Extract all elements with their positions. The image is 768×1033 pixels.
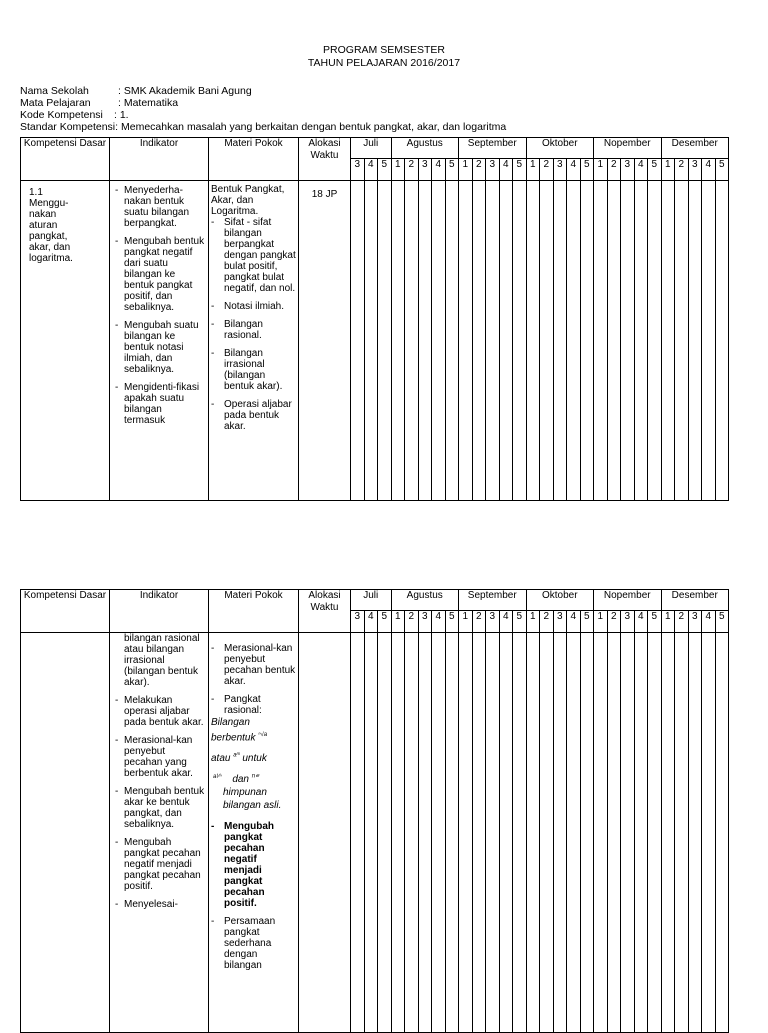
month-header: September <box>459 590 527 611</box>
week-cell <box>459 633 473 1033</box>
week-header: 5 <box>580 611 594 633</box>
week-cell <box>405 181 419 501</box>
bullet: - <box>115 320 119 331</box>
meta-school-label: Nama Sekolah <box>20 85 89 97</box>
week-cell <box>351 181 365 501</box>
materi-text: Persamaan pangkat sederhana dengan bilangan <box>224 916 276 972</box>
formula-text: Bilangan berbentuk <box>211 717 256 744</box>
formula-text: atau <box>211 753 231 765</box>
week-header: 5 <box>378 611 392 633</box>
header-materi-pokok: Materi Pokok <box>209 590 299 633</box>
week-header: 2 <box>675 611 689 633</box>
meta-subject <box>20 97 506 109</box>
week-header: 4 <box>702 159 716 181</box>
month-header: Agustus <box>391 138 459 159</box>
week-cell <box>594 181 608 501</box>
week-cell <box>675 181 689 501</box>
week-header: 5 <box>648 159 662 181</box>
formula-power: aᵐ <box>233 753 240 759</box>
week-header: 3 <box>351 611 365 633</box>
materi-text: Operasi aljabar pada bentuk akar. <box>224 399 292 432</box>
list-item <box>211 348 296 392</box>
month-header: Desember <box>661 590 729 611</box>
week-cell <box>607 181 621 501</box>
week-cell <box>648 181 662 501</box>
week-cell <box>432 633 446 1033</box>
week-cell <box>715 181 729 501</box>
formula-power: a¹⁄ⁿ <box>213 774 222 780</box>
bullet: - <box>211 348 215 359</box>
kd-text: Menggu-nakan aturan pangkat, akar, dan logaritma. <box>29 198 73 264</box>
week-header: 1 <box>661 159 675 181</box>
list-item <box>115 899 205 910</box>
week-cell <box>378 181 392 501</box>
formula-member: n∊ <box>251 774 260 780</box>
week-cell <box>580 181 594 501</box>
week-header: 4 <box>567 159 581 181</box>
week-cell <box>621 181 635 501</box>
bullet: - <box>115 735 119 746</box>
list-item <box>211 916 296 971</box>
week-header: 3 <box>688 159 702 181</box>
week-cell <box>567 633 581 1033</box>
week-cell <box>391 181 405 501</box>
week-header: 5 <box>378 159 392 181</box>
week-header: 1 <box>661 611 675 633</box>
week-cell <box>594 633 608 1033</box>
bullet: - <box>115 786 119 797</box>
bullet: - <box>211 319 215 330</box>
week-header: 3 <box>418 611 432 633</box>
week-cell <box>378 633 392 1033</box>
formula-root: ⁿ√a <box>258 732 268 738</box>
materi-cell <box>209 633 299 1033</box>
bullet: - <box>211 217 215 228</box>
week-header: 3 <box>621 611 635 633</box>
meta-code-label: Kode Kompetensi <box>20 109 103 121</box>
week-cell <box>661 633 675 1033</box>
week-header: 3 <box>688 611 702 633</box>
week-header: 4 <box>634 611 648 633</box>
bullet: - <box>211 821 215 833</box>
week-header: 4 <box>364 611 378 633</box>
materi-text: Pangkat rasional: <box>224 694 262 716</box>
list-item <box>211 821 296 909</box>
indikator-text: Menyelesai- <box>124 899 178 910</box>
week-cell <box>445 633 459 1033</box>
header-indikator: Indikator <box>110 590 209 633</box>
meta-standard-value: : Memecahkan masalah yang berkaitan dengan bentuk pangkat, akar, dan logaritma <box>115 121 507 133</box>
meta-code <box>20 109 506 121</box>
week-cell <box>580 633 594 1033</box>
week-cell <box>513 181 527 501</box>
materi-text: Bilangan rasional. <box>224 319 263 341</box>
week-cell <box>418 181 432 501</box>
week-cell <box>634 181 648 501</box>
week-cell <box>351 633 365 1033</box>
indikator-cell <box>110 633 209 1033</box>
week-cell <box>364 181 378 501</box>
week-header: 2 <box>540 159 554 181</box>
list-item <box>211 301 296 312</box>
week-cell <box>472 181 486 501</box>
list-item <box>115 786 205 830</box>
materi-text: Bilangan irrasional (bilangan bentuk akar). <box>224 348 283 392</box>
week-header: 5 <box>715 611 729 633</box>
week-header: 3 <box>553 159 567 181</box>
header-materi-pokok: Materi Pokok <box>209 138 299 181</box>
bullet: - <box>211 916 215 928</box>
week-header: 1 <box>459 159 473 181</box>
week-cell <box>391 633 405 1033</box>
list-item <box>211 319 296 341</box>
kd-cell <box>21 181 110 501</box>
week-header: 4 <box>634 159 648 181</box>
week-cell <box>513 633 527 1033</box>
week-cell <box>526 181 540 501</box>
list-item <box>115 695 205 728</box>
formula-text: dan <box>232 774 249 786</box>
indikator-cell <box>110 181 209 501</box>
week-cell <box>607 633 621 1033</box>
week-cell <box>432 181 446 501</box>
week-header: 4 <box>499 611 513 633</box>
week-header: 1 <box>391 611 405 633</box>
meta-subject-value: : Matematika <box>118 97 179 109</box>
month-header: Desember <box>661 138 729 159</box>
week-header: 1 <box>594 611 608 633</box>
bullet: - <box>211 694 215 705</box>
meta-standard-label: Standar Kompetensi <box>20 121 116 133</box>
week-cell <box>499 633 513 1033</box>
week-cell <box>499 181 513 501</box>
list-item <box>211 694 296 716</box>
week-header: 3 <box>621 159 635 181</box>
header-kompetensi-dasar: Kompetensi Dasar <box>21 138 110 181</box>
formula-text: untuk <box>242 753 267 765</box>
week-header: 4 <box>567 611 581 633</box>
week-cell <box>553 633 567 1033</box>
week-header: 2 <box>472 611 486 633</box>
meta-subject-label: Mata Pelajaran <box>20 97 91 109</box>
week-cell <box>661 181 675 501</box>
month-header-row <box>21 138 729 159</box>
list-item <box>115 320 205 375</box>
formula-block <box>211 716 296 812</box>
list-item <box>115 382 205 426</box>
week-cell <box>715 633 729 1033</box>
list-item <box>115 735 205 779</box>
week-header: 1 <box>391 159 405 181</box>
header-kompetensi-dasar: Kompetensi Dasar <box>21 590 110 633</box>
meta-code-value: : 1. <box>114 109 129 121</box>
week-header: 2 <box>607 159 621 181</box>
bullet: - <box>211 301 215 312</box>
list-item <box>211 217 296 294</box>
week-header: 5 <box>715 159 729 181</box>
indikator-text: Mengubah bentuk akar ke bentuk pangkat, dan sebaliknya. <box>124 786 205 830</box>
week-header: 1 <box>526 611 540 633</box>
week-header: 2 <box>472 159 486 181</box>
week-cell <box>364 633 378 1033</box>
schedule-table-2 <box>20 589 729 1033</box>
materi-text: Sifat - sifat bilangan berpangkat dengan pangkat bulat positif, pangkat bulat negatif, dan nol. <box>224 217 296 294</box>
week-header: 3 <box>553 611 567 633</box>
week-header: 4 <box>702 611 716 633</box>
month-header: Nopember <box>594 590 662 611</box>
week-cell <box>634 633 648 1033</box>
month-header-row <box>21 590 729 611</box>
week-header: 1 <box>594 159 608 181</box>
week-cell <box>702 633 716 1033</box>
week-cell <box>418 633 432 1033</box>
formula-text: himpunan bilangan asli. <box>223 787 282 812</box>
month-header: Agustus <box>391 590 459 611</box>
indikator-text: Menyederha-nakan bentuk suatu bilangan berpangkat. <box>124 185 190 229</box>
indikator-text: Mengidenti-fikasi apakah suatu bilangan termasuk <box>124 382 200 426</box>
bullet: - <box>115 382 119 393</box>
week-cell <box>621 633 635 1033</box>
table-row <box>21 181 729 501</box>
indikator-continuation: bilangan rasional atau bilangan irrasional (bilangan bentuk akar). <box>124 633 200 688</box>
meta-school-value: : SMK Akademik Bani Agung <box>118 85 252 97</box>
month-header: Juli <box>351 138 392 159</box>
indikator-text: Mengubah bentuk pangkat negatif dari suatu bilangan ke bentuk pangkat positif, dan sebaliknya. <box>124 236 205 313</box>
table-row <box>21 633 729 1033</box>
materi-intro: Bentuk Pangkat, Akar, dan Logaritma. <box>211 184 285 217</box>
week-header: 5 <box>445 611 459 633</box>
bullet: - <box>115 695 119 706</box>
header-alokasi-waktu: Alokasi Waktu <box>299 138 351 181</box>
meta-standard <box>20 121 506 133</box>
week-cell <box>702 181 716 501</box>
week-header: 5 <box>445 159 459 181</box>
indikator-text: Merasional-kan penyebut pecahan yang berbentuk akar. <box>124 735 193 779</box>
materi-text: Mengubah pangkat pecahan negatif menjadi pangkat pecahan positif. <box>224 821 274 910</box>
week-cell <box>526 633 540 1033</box>
indikator-text: Melakukan operasi aljabar pada bentuk akar. <box>124 695 204 728</box>
materi-text: Merasional-kan penyebut pecahan bentuk akar. <box>224 643 296 687</box>
alokasi-cell: 18 JP <box>299 181 351 501</box>
bullet: - <box>115 185 119 196</box>
document-meta <box>20 85 506 133</box>
week-header: 4 <box>499 159 513 181</box>
week-header: 2 <box>405 611 419 633</box>
week-cell <box>486 181 500 501</box>
document-subtitle: TAHUN PELAJARAN 2016/2017 <box>307 57 461 69</box>
schedule-table-1 <box>20 137 729 501</box>
week-cell <box>405 633 419 1033</box>
materi-cell <box>209 181 299 501</box>
kd-number: 1.1 <box>29 187 43 198</box>
week-cell <box>688 633 702 1033</box>
week-cell <box>567 181 581 501</box>
list-item <box>211 399 296 432</box>
month-header: September <box>459 138 527 159</box>
week-header: 1 <box>459 611 473 633</box>
alokasi-cell <box>299 633 351 1033</box>
week-header: 5 <box>513 159 527 181</box>
week-header: 3 <box>486 611 500 633</box>
list-item <box>115 837 205 892</box>
bullet: - <box>115 837 119 848</box>
week-cell <box>445 181 459 501</box>
week-header: 3 <box>351 159 365 181</box>
week-header: 3 <box>486 159 500 181</box>
indikator-text: Mengubah suatu bilangan ke bentuk notasi ilmiah, dan sebaliknya. <box>124 320 199 375</box>
bullet: - <box>115 236 119 247</box>
week-header: 5 <box>513 611 527 633</box>
week-cell <box>553 181 567 501</box>
week-header: 4 <box>364 159 378 181</box>
week-cell <box>540 633 554 1033</box>
list-item <box>211 643 296 687</box>
kd-cell <box>21 633 110 1033</box>
week-header: 2 <box>675 159 689 181</box>
bullet: - <box>115 899 119 910</box>
list-item <box>115 236 205 313</box>
month-header: Juli <box>351 590 392 611</box>
week-cell <box>540 181 554 501</box>
week-cell <box>688 181 702 501</box>
indikator-text: Mengubah pangkat pecahan negatif menjadi pangkat pecahan positif. <box>124 837 201 892</box>
week-cell <box>648 633 662 1033</box>
week-cell <box>486 633 500 1033</box>
document-title: PROGRAM SEMSESTER <box>323 44 445 56</box>
week-header: 1 <box>526 159 540 181</box>
materi-text: Notasi ilmiah. <box>224 301 285 312</box>
month-header: Oktober <box>526 138 594 159</box>
week-cell <box>675 633 689 1033</box>
bullet: - <box>211 643 215 654</box>
week-header: 2 <box>540 611 554 633</box>
week-cell <box>459 181 473 501</box>
week-header: 2 <box>607 611 621 633</box>
week-header: 3 <box>418 159 432 181</box>
bullet: - <box>211 399 215 410</box>
header-indikator: Indikator <box>110 138 209 181</box>
week-cell <box>472 633 486 1033</box>
month-header: Nopember <box>594 138 662 159</box>
week-header: 4 <box>432 611 446 633</box>
meta-school <box>20 85 506 97</box>
header-alokasi-waktu: Alokasi Waktu <box>299 590 351 633</box>
week-header: 5 <box>580 159 594 181</box>
week-header: 4 <box>432 159 446 181</box>
month-header: Oktober <box>526 590 594 611</box>
week-header: 5 <box>648 611 662 633</box>
list-item <box>115 185 205 229</box>
week-header: 2 <box>405 159 419 181</box>
